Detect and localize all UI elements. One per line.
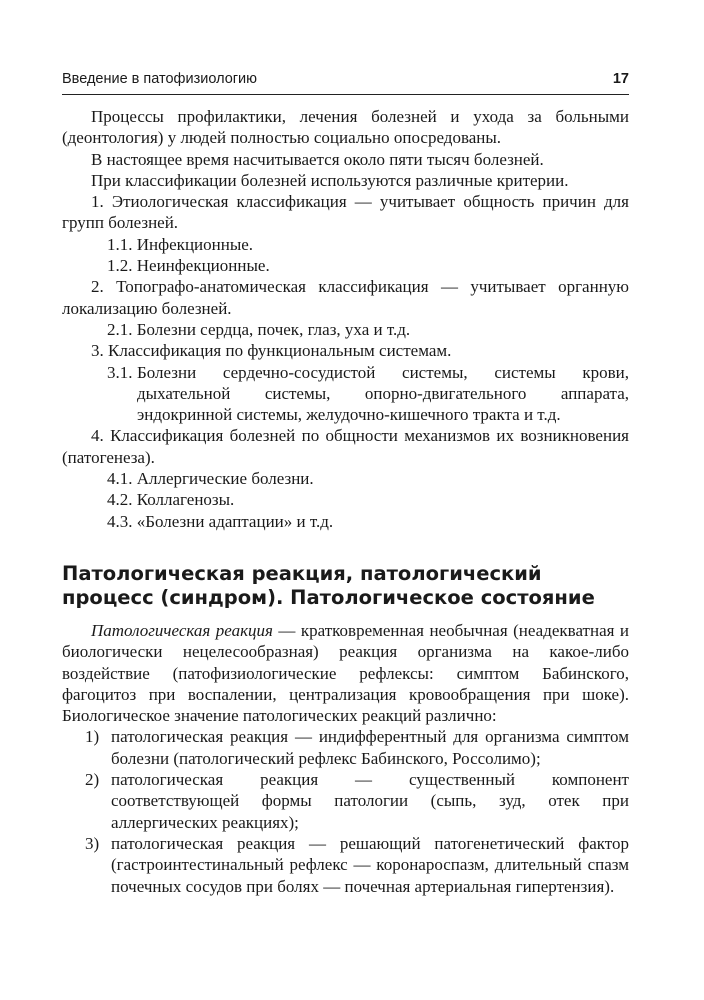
classification-item: 3. Классификация по функциональным системам. (91, 341, 452, 361)
section-heading (62, 562, 629, 610)
section-heading-line: Патологическая реакция, патологический (62, 561, 542, 585)
classification-subitem: 2.1. Болезни сердца, почек, глаз, уха и т.д. (107, 319, 411, 339)
classification-item: 4. Классификация болезней по общности механизмов их возникновения (патогенеза). (62, 426, 629, 467)
classification-item: 2. Топографо-анатомическая классификация — учитывает органную локализацию болезней. (62, 277, 629, 318)
subitem-number: 3.1. (107, 362, 133, 382)
page-body (62, 106, 629, 897)
defined-term: Патологическая реакция (91, 620, 273, 640)
running-title: Введение в патофизиологию (62, 71, 258, 87)
list-marker: 1) (85, 727, 100, 747)
significance-list (62, 726, 629, 896)
list-marker: 2) (85, 770, 100, 790)
header-rule (62, 94, 629, 95)
list-item (62, 726, 629, 769)
list-item-text: патологическая реакция — индифферентный для организма симптом болезни (патологический рефлекс Бабинского, Россолимо); (111, 727, 629, 768)
list-marker: 3) (85, 833, 100, 853)
paragraph: При классификации болезней используются различные критерии. (91, 170, 569, 190)
list-item (62, 833, 629, 897)
list-item-text: патологическая реакция — решающий патогенетический фактор (гастроинтестинальный рефлекс — коронароспазм, длительный спазм почечных сосудов при болях — почечная артериальная гипертензия). (111, 833, 629, 896)
classification-subitem: 1.2. Неинфекционные. (107, 256, 270, 276)
classification-subitem: 4.2. Коллагенозы. (107, 490, 235, 510)
paragraph: Процессы профилактики, лечения болезней и ухода за больными (деонтология) у людей полностью социально опосредованы. (62, 107, 629, 148)
classification-subitem (62, 362, 629, 426)
list-item (62, 769, 629, 833)
page-number: 17 (612, 71, 629, 87)
section-heading-line: процесс (синдром). Патологическое состояние (62, 585, 595, 609)
classification-subitem: 4.1. Аллергические болезни. (107, 469, 314, 489)
classification-subitem: 4.3. «Болезни адаптации» и т.д. (107, 511, 334, 531)
list-item-text: патологическая реакция — существенный компонент соответствующей формы патологии (сыпь, зуд, отек при аллергических реакциях); (111, 770, 629, 832)
classification-subitem: 1.1. Инфекционные. (107, 234, 254, 254)
definition-paragraph (62, 620, 629, 726)
subitem-text: Болезни сердечно-сосудистой системы, системы крови, дыхательной системы, опорно-двигательного аппарата, эндокринной системы, желудочно-кишечного тракта и т.д. (137, 362, 629, 425)
running-header (62, 70, 629, 88)
paragraph: В настоящее время насчитывается около пяти тысяч болезней. (91, 149, 544, 169)
classification-item: 1. Этиологическая классификация — учитывает общность причин для групп болезней. (62, 192, 629, 233)
definition-text: — кратковременная необычная (неадекватная и биологически нецелесообразная) реакция организма на какое-либо воздействие (патофизиологические рефлексы: симптом Бабинского, фагоцитоз при воспалении, централизация кровообращения при шоке). Биологическое значение патологических реакций различно: (62, 620, 630, 726)
